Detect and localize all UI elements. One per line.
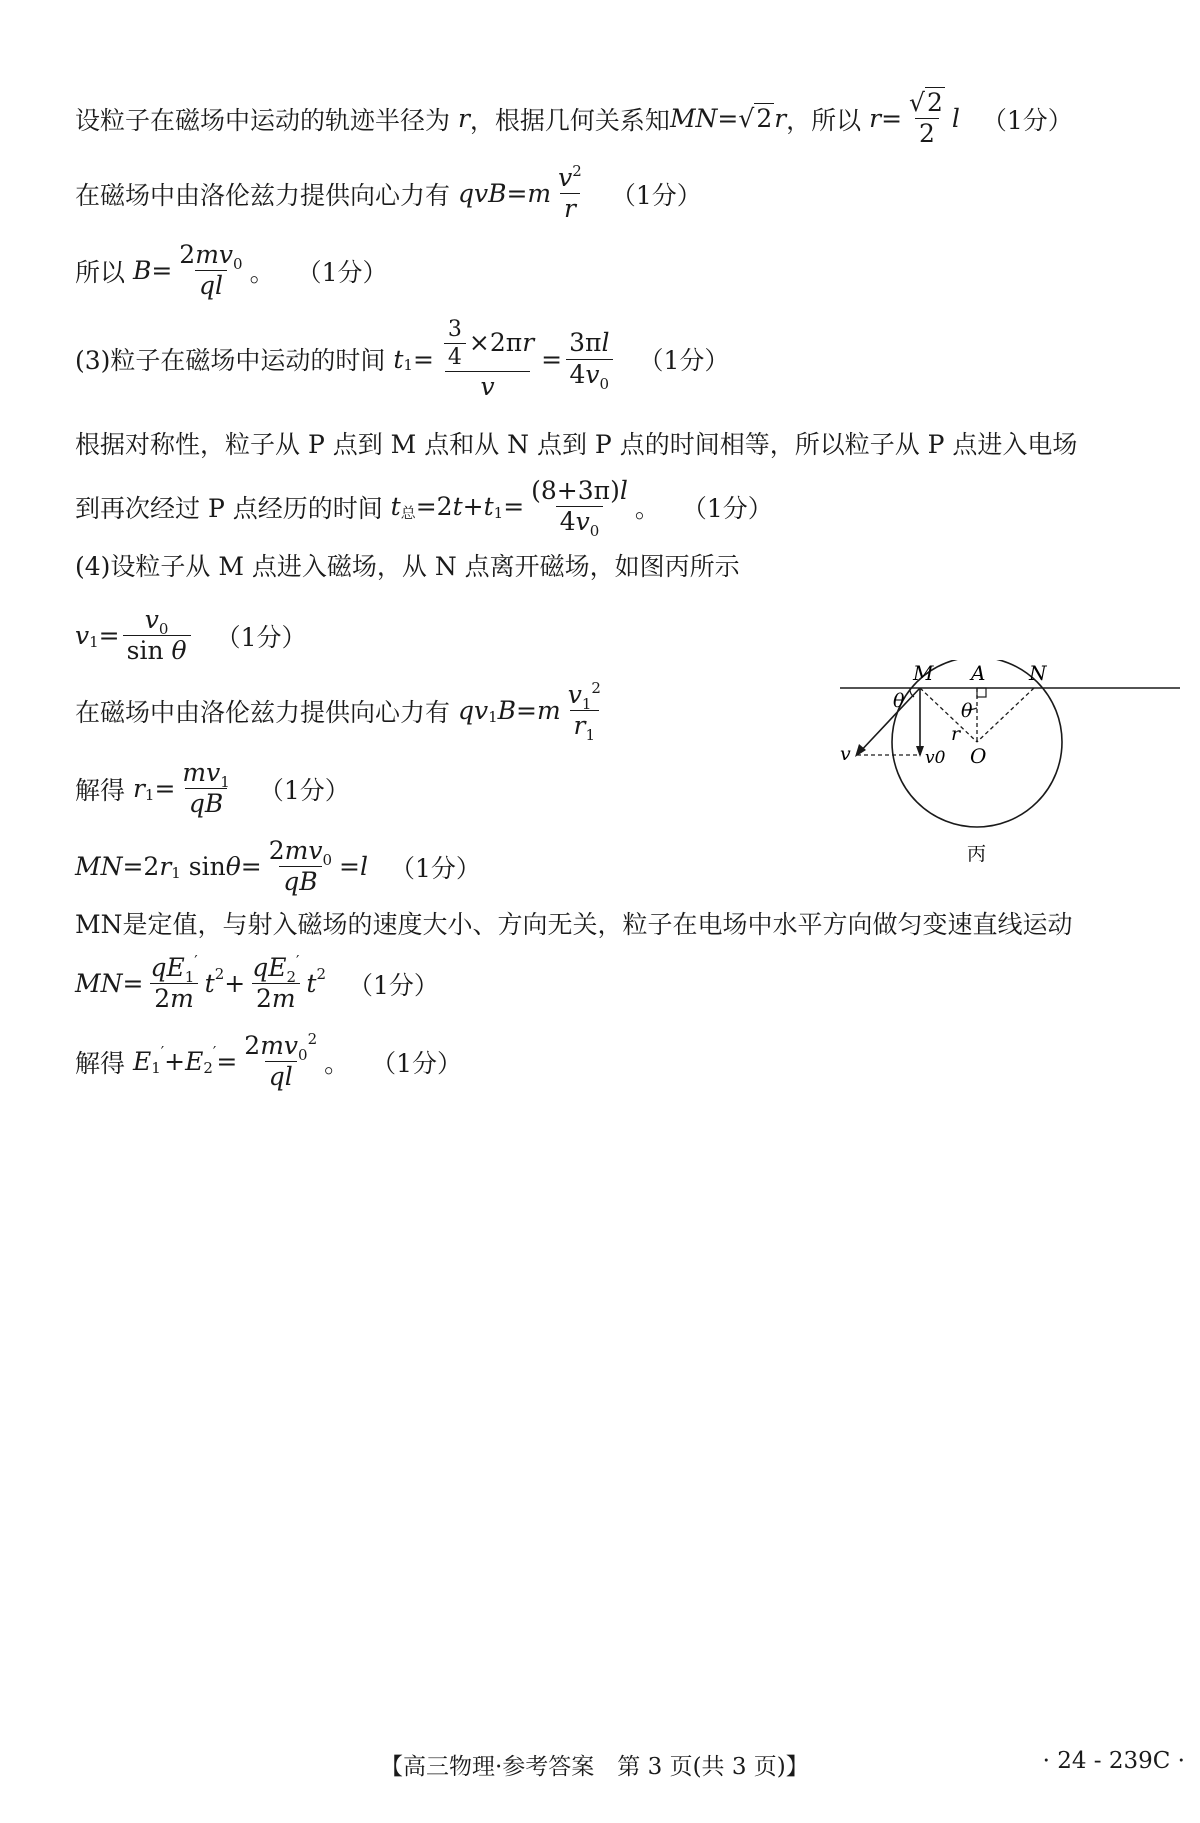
label-r: r [951,723,961,745]
label-M: M [913,661,934,685]
answer-line-5 [75,425,1077,461]
label-N: N [1029,661,1047,685]
answer-line-6: 到再次经过 P 点经历的时间 t 总 =2 t + t 1 = $\frac{(8+3\pi)l}{4v_0}$ 。 （1分） [75,476,773,541]
answer-line-7 [75,547,740,583]
text: 所以 [75,257,126,287]
text: 设粒子在磁场中运动的轨迹半径为 [75,105,451,135]
score-mark: （1分） [681,493,773,523]
page-footer [0,1748,1200,1788]
figure-bing [830,660,1190,870]
label-A: A [971,661,986,685]
label-O: O [970,744,987,768]
answer-line-9: 在磁场中由洛伦兹力提供向心力有 qv 1 B = m $\frac{v_1^2}{r_1}$ [75,679,601,745]
text: MN是定值，与射入磁场的速度大小、方向无关，粒子在电场中水平方向做匀变速直线运动 [75,910,1073,939]
answer-line-14: 解得 E 1 ′ + E 2 ′ = $\frac{2mv_0^2}{ql}$ 。 （1分） [75,1030,463,1092]
answer-line-8: v 1 = $\frac{v_0}{\text{sin θ}}$ （1分） [75,605,307,666]
score-mark: （1分） [638,346,730,376]
v0-arrowhead [916,746,924,757]
text: 。 [249,257,275,287]
score-mark: （1分） [371,1048,463,1078]
text: 解得 [75,1048,126,1078]
text: ，根据几何关系知 [469,105,670,135]
text: 在磁场中由洛伦兹力提供向心力有 [75,180,451,210]
score-mark: （1分） [258,775,350,805]
answer-line-10: 解得 r 1 = $\frac{mv_1}{qB}$ （1分） [75,758,350,819]
score-mark: （1分） [348,970,439,1000]
score-mark: （1分） [389,853,481,883]
score-mark: （1分） [296,257,388,287]
text: 根据对称性，粒子从 P 点到 M 点和从 N 点到 P 点的时间相等，所以粒子从 P 点进入电场 [75,430,1078,459]
text: (3)粒子在磁场中运动的时间 [75,346,386,376]
answer-line-12 [75,905,1072,941]
answer-line-13: MN = $\frac{qE_1'}{2m}$ t 2 + $\frac{qE_2'}{2m}$ t 2 （1分） [75,952,439,1014]
score-mark: （1分） [215,622,307,652]
footer-code: · 24 - 239C · [1042,1748,1185,1774]
answer-line-11: MN =2 r 1 sin θ = $\frac{2mv_0}{qB}$ = l （1分） [75,836,481,897]
figure-caption: 丙 [967,843,987,865]
label-v: v [840,743,851,765]
velocity-v-arrow [857,688,920,755]
label-v0: v0 [925,748,946,768]
answer-line-3: 所以 B = $\frac{2mv_0}{ql}$ 。 （1分） [75,240,388,301]
answer-line-2: 在磁场中由洛伦兹力提供向心力有 qvB = m $\frac{v^2}{r}$ （1分） [75,162,702,224]
text: 到再次经过 P 点经历的时间 [75,493,383,523]
footer-title: 【高三物理·参考答案 第 3 页(共 3 页)】 [380,1754,809,1780]
label-theta-O: θ [961,700,973,722]
text: ，所以 [786,105,862,135]
score-mark: （1分） [981,105,1073,135]
score-mark: （1分） [610,180,702,210]
text: (4)设粒子从 M 点进入磁场，从 N 点离开磁场，如图丙所示 [75,552,740,581]
text: 。 [634,493,660,523]
right-angle-mark [977,688,986,697]
answer-line-4: (3)粒子在磁场中运动的时间 t 1 = $\frac{3}{4}$ ×2π r v = $\frac{3\pi l}{4v_0}$ （1分） [75,317,730,402]
label-theta-M: θ [893,690,905,712]
text: 解得 [75,775,126,805]
text: 在磁场中由洛伦兹力提供向心力有 [75,697,451,727]
answer-line-1: 设粒子在磁场中运动的轨迹半径为 r ，根据几何关系知 MN = √2 r ，所以 r = $\frac{√2}{2}$ l （1分） [75,88,1073,149]
text: 。 [324,1048,350,1078]
